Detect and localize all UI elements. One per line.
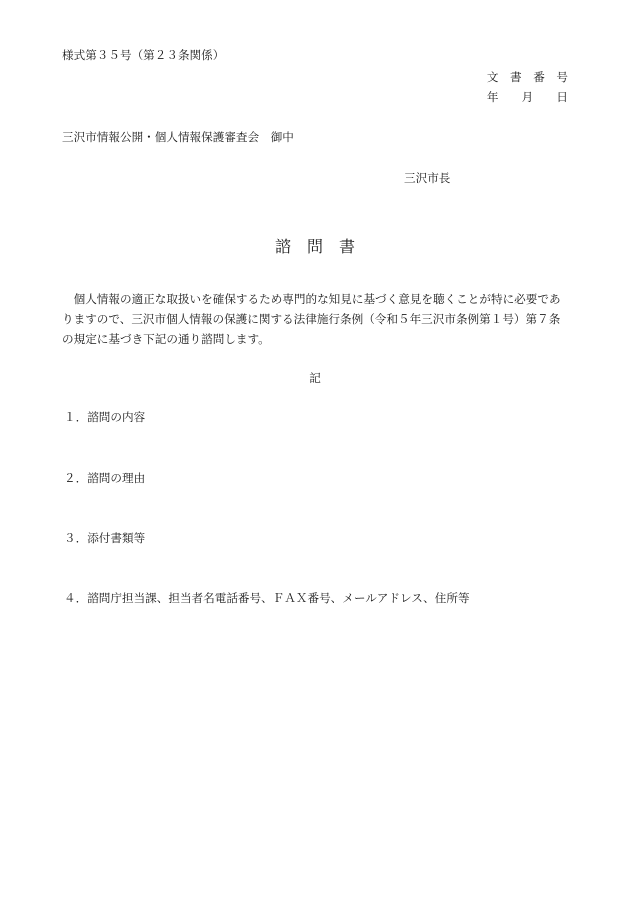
ki-heading: 記 [309, 371, 321, 385]
list-item-inquiry-reason: ２．諮問の理由 [64, 471, 146, 485]
list-item-inquiry-content: １．諮問の内容 [64, 410, 146, 424]
list-item-contact-info: ４．諮問庁担当課、担当者名電話番号、ＦＡＸ番号、メールアドレス、住所等 [64, 591, 470, 605]
date-label: 年 月 日 [486, 90, 568, 104]
addressee: 三沢市情報公開・個人情報保護審査会 御中 [62, 130, 294, 144]
body-line: 個人情報の適正な取扱いを確保するため専門的な知見に基づく意見を聴くことが特に必要であ [62, 292, 561, 306]
form-number: 様式第３５号（第２３条関係） [62, 48, 225, 62]
sender: 三沢市長 [404, 171, 451, 185]
list-item-attachments: ３．添付書類等 [64, 531, 146, 545]
document-number-label: 文 書 番 号 [486, 70, 568, 84]
document-title: 諮 問 書 [274, 237, 355, 256]
body-line: りますので、三沢市個人情報の保護に関する法律施行条例（令和５年三沢市条例第１号）第７条 [62, 312, 561, 326]
body-line: の規定に基づき下記の通り諮問します。 [62, 332, 270, 346]
